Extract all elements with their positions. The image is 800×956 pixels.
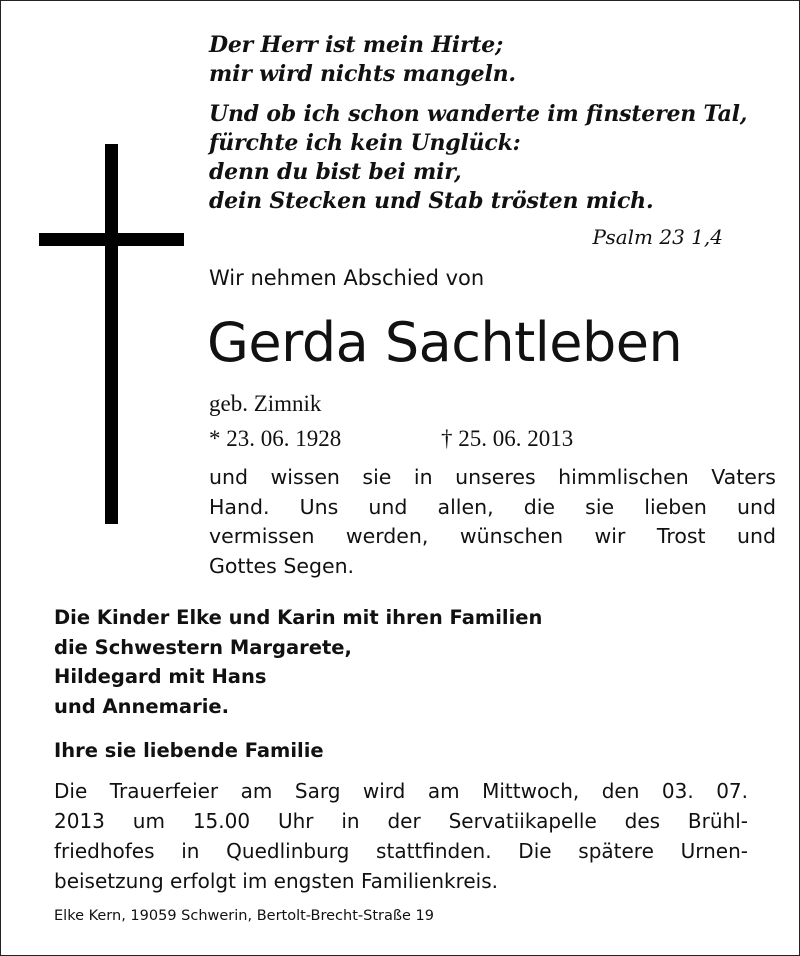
blessing-text (209, 463, 776, 581)
verse-stanza-2 (209, 100, 747, 216)
mourner-line: Hildegard mit Hans (54, 665, 267, 688)
contact-address: Elke Kern, 19059 Schwerin, Bertolt-Brecht-Straße 19 (54, 908, 434, 924)
blessing-line: Hand. Uns und allen, die sie lieben und (209, 494, 776, 519)
blessing-line: vermissen werden, wünschen wir Trost und (209, 524, 776, 548)
birth-date: * 23. 06. 1928 (209, 426, 342, 451)
psalm-verse (209, 31, 747, 227)
verse-line: denn du bist bei mir, (209, 159, 462, 185)
mourner-line: die Schwestern Margarete, (54, 635, 352, 659)
verse-stanza-1 (209, 31, 747, 89)
cross-horizontal-bar (39, 233, 184, 246)
mourner-line: Die Kinder Elke und Karin mit ihren Familien (54, 606, 543, 629)
verse-source: Psalm 23 1,4 (592, 225, 723, 249)
intro-text: Wir nehmen Abschied von (209, 266, 485, 290)
family-signature: Ihre sie liebende Familie (54, 739, 324, 762)
verse-line: mir wird nichts mangeln. (209, 61, 516, 87)
deceased-name: Gerda Sachtleben (207, 311, 683, 374)
verse-line: fürchte ich kein Unglück: (209, 130, 521, 156)
funeral-line: Die Trauerfeier am Sarg wird am Mittwoch, den 03. 07. (54, 779, 748, 803)
verse-line: Und ob ich schon wanderte im finsteren Tal, (209, 101, 748, 127)
cross-vertical-bar (105, 144, 118, 524)
blessing-line: Gottes Segen. (209, 553, 355, 578)
verse-line: dein Stecken und Stab trösten mich. (209, 188, 654, 214)
funeral-line: beisetzung erfolgt im engsten Familienkreis. (54, 869, 499, 893)
blessing-line: und wissen sie in unseres himmlischen Vaters (209, 465, 776, 489)
funeral-line: friedhofes in Quedlinburg stattfinden. Die spätere Urnen- (54, 839, 748, 863)
mourner-line: und Annemarie. (54, 694, 230, 718)
funeral-line: 2013 um 15.00 Uhr in der Servatiikapelle des Brühl- (54, 809, 748, 833)
mourners-list (54, 603, 542, 721)
death-date: † 25. 06. 2013 (441, 426, 574, 451)
birth-name: geb. Zimnik (209, 391, 322, 416)
verse-line: Der Herr ist mein Hirte; (209, 32, 504, 58)
funeral-notice (54, 776, 748, 896)
